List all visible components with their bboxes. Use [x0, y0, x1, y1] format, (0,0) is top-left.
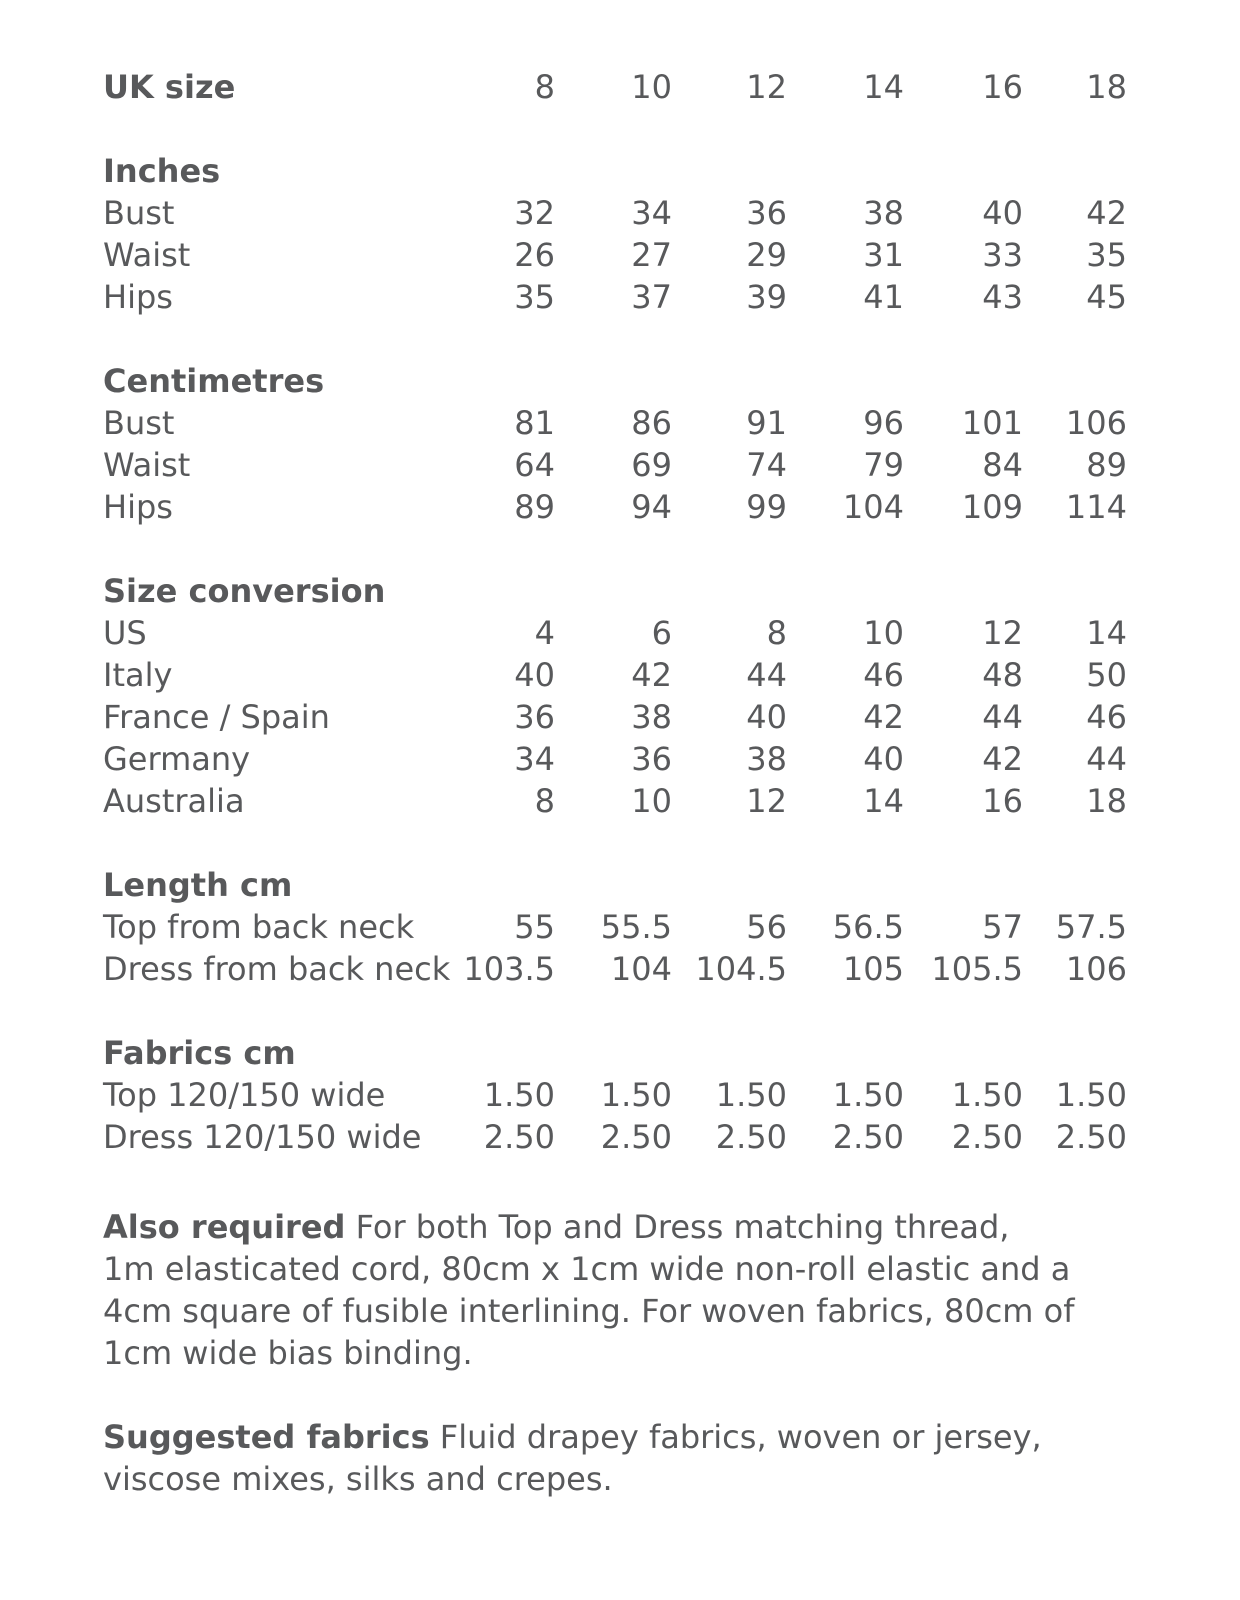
- cell-value: 104: [842, 488, 904, 526]
- size-value: 18: [1086, 68, 1127, 106]
- cell-value: 1.50: [832, 1076, 904, 1114]
- cell-value: 6: [651, 614, 672, 652]
- row-label: Bust: [103, 404, 175, 442]
- cell-value: 79: [863, 446, 904, 484]
- table-row: [103, 612, 1133, 654]
- row-label: Waist: [103, 236, 191, 274]
- cell-value: 8: [534, 782, 555, 820]
- cell-value: 10: [863, 614, 904, 652]
- paragraph-line: 1cm wide bias binding.: [103, 1334, 473, 1372]
- cell-value: 1.50: [483, 1076, 555, 1114]
- section-heading: Centimetres: [103, 362, 325, 400]
- cell-value: 34: [631, 194, 672, 232]
- table-row: [103, 906, 1133, 948]
- cell-value: 57: [982, 908, 1023, 946]
- cell-value: 96: [863, 404, 904, 442]
- row-label: Dress from back neck: [103, 950, 451, 988]
- cell-value: 27: [631, 236, 672, 274]
- table-row: [103, 486, 1133, 528]
- paragraph-line: [103, 1416, 1103, 1458]
- size-conversion-heading: [103, 570, 1133, 612]
- row-label: Waist: [103, 446, 191, 484]
- cell-value: 33: [982, 236, 1023, 274]
- cell-value: 41: [863, 278, 904, 316]
- cell-value: 56: [746, 908, 787, 946]
- cell-value: 45: [1086, 278, 1127, 316]
- row-label: Bust: [103, 194, 175, 232]
- cell-value: 43: [982, 278, 1023, 316]
- cell-value: 42: [863, 698, 904, 736]
- table-row: [103, 654, 1133, 696]
- cell-value: 40: [746, 698, 787, 736]
- cell-value: 44: [746, 656, 787, 694]
- paragraph-line: [103, 1206, 1103, 1248]
- row-label: Top 120/150 wide: [103, 1076, 386, 1114]
- cell-value: 12: [746, 782, 787, 820]
- cell-value: 2.50: [1055, 1118, 1127, 1156]
- cell-value: 26: [514, 236, 555, 274]
- cell-value: 55.5: [600, 908, 672, 946]
- paragraph-text: For both Top and Dress matching thread,: [355, 1208, 1010, 1246]
- row-label: France / Spain: [103, 698, 330, 736]
- cell-value: 81: [514, 404, 555, 442]
- table-row: [103, 696, 1133, 738]
- uk-size-label: UK size: [103, 68, 236, 106]
- suggested-fabrics-lead: Suggested fabrics: [103, 1418, 430, 1456]
- cell-value: 39: [746, 278, 787, 316]
- table-row: [103, 780, 1133, 822]
- section-heading: Size conversion: [103, 572, 386, 610]
- cell-value: 42: [631, 656, 672, 694]
- cell-value: 89: [514, 488, 555, 526]
- size-value: 10: [631, 68, 672, 106]
- table-row: [103, 948, 1133, 990]
- cell-value: 1.50: [600, 1076, 672, 1114]
- cell-value: 2.50: [832, 1118, 904, 1156]
- cell-value: 105: [842, 950, 904, 988]
- also-required-lead: Also required: [103, 1208, 346, 1246]
- paragraph-text: Fluid drapey fabrics, woven or jersey,: [439, 1418, 1042, 1456]
- cell-value: 114: [1065, 488, 1127, 526]
- table-row: [103, 738, 1133, 780]
- table-row: [103, 1074, 1133, 1116]
- cell-value: 32: [514, 194, 555, 232]
- cell-value: 42: [982, 740, 1023, 778]
- cell-value: 74: [746, 446, 787, 484]
- cell-value: 38: [746, 740, 787, 778]
- cell-value: 86: [631, 404, 672, 442]
- row-label: US: [103, 614, 147, 652]
- row-label: Top from back neck: [103, 908, 415, 946]
- table-row: [103, 402, 1133, 444]
- row-label: Hips: [103, 488, 173, 526]
- cell-value: 14: [1086, 614, 1127, 652]
- cell-value: 44: [1086, 740, 1127, 778]
- cell-value: 14: [863, 782, 904, 820]
- cell-value: 1.50: [1055, 1076, 1127, 1114]
- section-heading: Length cm: [103, 866, 293, 904]
- cell-value: 56.5: [832, 908, 904, 946]
- suggested-fabrics-paragraph: [103, 1416, 1103, 1500]
- row-label: Dress 120/150 wide: [103, 1118, 422, 1156]
- table-row: [103, 1116, 1133, 1158]
- cell-value: 99: [746, 488, 787, 526]
- paragraph-line: 1m elasticated cord, 80cm x 1cm wide non-roll elastic and a: [103, 1250, 1071, 1288]
- cell-value: 12: [982, 614, 1023, 652]
- cell-value: 31: [863, 236, 904, 274]
- cell-value: 2.50: [951, 1118, 1023, 1156]
- cell-value: 42: [1086, 194, 1127, 232]
- table-row: [103, 192, 1133, 234]
- also-required-paragraph: [103, 1206, 1103, 1374]
- cell-value: 106: [1065, 950, 1127, 988]
- cell-value: 91: [746, 404, 787, 442]
- cell-value: 104.5: [695, 950, 787, 988]
- cell-value: 44: [982, 698, 1023, 736]
- row-label: Italy: [103, 656, 173, 694]
- cell-value: 37: [631, 278, 672, 316]
- cell-value: 50: [1086, 656, 1127, 694]
- cell-value: 55: [514, 908, 555, 946]
- cell-value: 29: [746, 236, 787, 274]
- cell-value: 4: [534, 614, 555, 652]
- cell-value: 40: [514, 656, 555, 694]
- cell-value: 103.5: [463, 950, 555, 988]
- cell-value: 10: [631, 782, 672, 820]
- centimetres-heading: [103, 360, 1133, 402]
- length-heading: [103, 864, 1133, 906]
- cell-value: 40: [863, 740, 904, 778]
- cell-value: 104: [610, 950, 672, 988]
- cell-value: 38: [631, 698, 672, 736]
- cell-value: 105.5: [931, 950, 1023, 988]
- cell-value: 64: [514, 446, 555, 484]
- cell-value: 1.50: [715, 1076, 787, 1114]
- table-row: [103, 234, 1133, 276]
- cell-value: 40: [982, 194, 1023, 232]
- row-label: Australia: [103, 782, 245, 820]
- cell-value: 109: [961, 488, 1023, 526]
- section-heading: Inches: [103, 152, 221, 190]
- table-row: [103, 444, 1133, 486]
- cell-value: 35: [1086, 236, 1127, 274]
- cell-value: 34: [514, 740, 555, 778]
- cell-value: 36: [746, 194, 787, 232]
- cell-value: 84: [982, 446, 1023, 484]
- inches-heading: [103, 150, 1133, 192]
- row-label: Germany: [103, 740, 251, 778]
- cell-value: 16: [982, 782, 1023, 820]
- cell-value: 1.50: [951, 1076, 1023, 1114]
- cell-value: 38: [863, 194, 904, 232]
- cell-value: 18: [1086, 782, 1127, 820]
- section-heading: Fabrics cm: [103, 1034, 296, 1072]
- cell-value: 57.5: [1055, 908, 1127, 946]
- cell-value: 36: [631, 740, 672, 778]
- cell-value: 8: [766, 614, 787, 652]
- cell-value: 2.50: [600, 1118, 672, 1156]
- cell-value: 46: [863, 656, 904, 694]
- cell-value: 2.50: [715, 1118, 787, 1156]
- cell-value: 46: [1086, 698, 1127, 736]
- size-value: 12: [746, 68, 787, 106]
- size-value: 16: [982, 68, 1023, 106]
- row-label: Hips: [103, 278, 173, 316]
- cell-value: 101: [961, 404, 1023, 442]
- table-row: [103, 276, 1133, 318]
- paragraph-line: viscose mixes, silks and crepes.: [103, 1460, 613, 1498]
- cell-value: 35: [514, 278, 555, 316]
- cell-value: 36: [514, 698, 555, 736]
- cell-value: 94: [631, 488, 672, 526]
- size-chart: [103, 66, 1133, 1158]
- cell-value: 69: [631, 446, 672, 484]
- size-value: 14: [863, 68, 904, 106]
- cell-value: 106: [1065, 404, 1127, 442]
- cell-value: 2.50: [483, 1118, 555, 1156]
- cell-value: 48: [982, 656, 1023, 694]
- paragraph-line: 4cm square of fusible interlining. For woven fabrics, 80cm of: [103, 1292, 1075, 1330]
- uk-size-row: [103, 66, 1133, 108]
- cell-value: 89: [1086, 446, 1127, 484]
- fabrics-heading: [103, 1032, 1133, 1074]
- size-value: 8: [534, 68, 555, 106]
